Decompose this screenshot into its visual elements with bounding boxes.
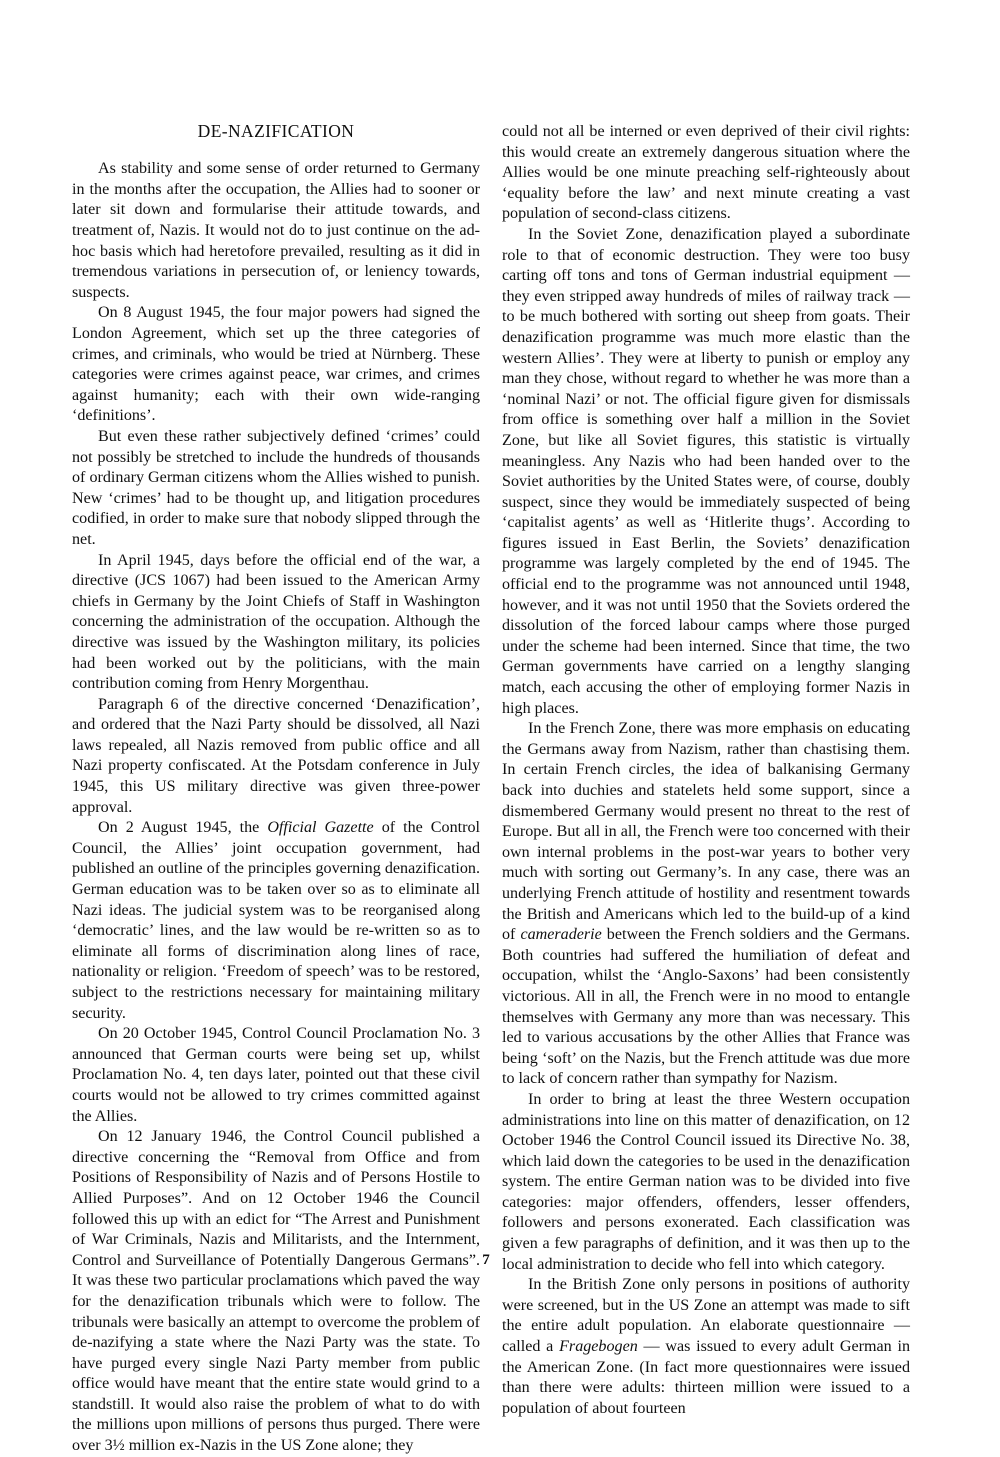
paragraph-text-segment: In the British Zone only persons in positions of authority were screened, but in the US Zone an attempt was made to sift the entire adult population. An elaborate questionnaire — called a xyxy=(502,1276,910,1356)
paragraph: On 12 January 1946, the Control Council published a directive concerning the “Removal from Office and from Positions of Responsibility of Nazis and of Persons Hostile to Allied Purposes”. And on 12 October 1946 the Council followed this up with an edict for “The Arrest and Punishment of War Criminals, Nazis and Militarists, and the Internment, Control and Surveillance of Potentially Dangerous Germans”. It was these two particular proclamations which paved the way for the denazification tribunals which were to follow. The tribunals were basically an attempt to overcome the problem of de-nazifying a state where the Nazi Party was the state. To have purged every single Nazi Party member from public office would have meant that the entire state would grind to a standstill. It would also raise the problem of what to do with the millions upon millions of persons thus purged. There were over 3½ million ex-Nazis in the US Zone alone; they xyxy=(72,1128,480,1455)
paragraph-text-segment: of the Control Council, the Allies’ joint occupation government, had published an outline of the principles governing denazification. German education was to be taken over so as to eliminate all Nazi ideas. The judicial system was to be reorganised along ‘democratic’ lines, and the law would be re-written so as to eliminate all forms of discrimination along lines of race, nationality or religion. ‘Freedom of speech’ was to be restored, subject to the restrictions necessary for maintaining military security. xyxy=(72,819,480,1022)
page-number-folio xyxy=(0,1252,1000,1269)
paragraph: On 8 August 1945, the four major powers had signed the London Agreement, which set up the three categories of crimes, and criminals, who would be tried at Nürnberg. These categories were crimes against peace, war crimes, and crimes against humanity; each with their own wide-ranging ‘definitions’. xyxy=(72,304,480,425)
paragraph-french-zone xyxy=(502,719,910,1090)
italic-word-cameraderie: cameraderie xyxy=(520,926,602,944)
paragraph: Paragraph 6 of the directive concerned ‘Denazification’, and ordered that the Nazi Party should be dissolved, all Nazi laws repealed, all Nazis removed from public office and all Nazi property confiscated. At the Potsdam conference in July 1945, this US military directive was given three-power approval. xyxy=(72,695,480,816)
paragraph-text-segment: — was issued to every adult German in the American Zone. (In fact more questionnaires were issued than there were adults: thirteen million were issued to a population of about fourteen xyxy=(502,1338,910,1417)
paragraph-continued: could not all be interned or even deprived of their civil rights: this would create an extremely dangerous situation where the Allies would be one minute preaching self-righteously about ‘equality before the law’ and next minute creating a vast population of second-class citizens. xyxy=(502,123,910,223)
paragraph: As stability and some sense of order returned to Germany in the months after the occupation, the Allies had to sooner or later sit down and formularise their attitude towards, and treatment of, Nazis. It would not do to just continue on the ad-hoc basis which had heretofore prevailed, resulting as it did in tremendous variations in persecution of, or leniency towards, suspects. xyxy=(72,160,480,301)
italic-word-fragebogen: Fragebogen xyxy=(559,1338,638,1356)
page-title: DE-NAZIFICATION xyxy=(197,121,355,141)
paragraph-text-segment: In the French Zone, there was more emphasis on educating the Germans away from Nazism, rather than chastising them. In certain French circles, the idea of balkanising Germany back into duchies and statelets held some support, since a dismembered Germany would present no threat to the rest of Europe. But all in all, the French were too concerned with their own internal problems in the post-war years to bother very much with sorting out Germany’s. In any case, there was an underlying French attitude of hostility and resentment towards the British and Americans which led to the build-up of a kind of xyxy=(502,720,910,944)
paragraph: In April 1945, days before the official end of the war, a directive (JCS 1067) had been issued to the American Army chiefs in Germany by the Joint Chiefs of Staff in Washington concerning the administration of the occupation. Although the directive was issued by the Washington military, its policies had been worked out by the politicians, with the main contribution coming from Henry Morgenthau. xyxy=(72,551,480,693)
right-text-column xyxy=(502,122,910,1419)
paragraph: But even these rather subjectively defined ‘crimes’ could not possibly be stretched to include the hundreds of thousands of ordinary German citizens whom the Allies wished to punish. New ‘crimes’ had to be thought up, and litigation procedures codified, in order to make sure that nobody slipped through the net. xyxy=(72,427,480,548)
paragraph: On 20 October 1945, Control Council Proclamation No. 3 announced that German courts were being set up, whilst Proclamation No. 4, ten days later, pointed out that these civil courts would not be allowed to try crimes committed against the Allies. xyxy=(72,1025,480,1125)
paragraph-text-segment: On 2 August 1945, the xyxy=(98,819,268,837)
paragraph-text-segment: between the French soldiers and the Germans. Both countries had suffered the humiliation of defeat and occupation, whilst the ‘Anglo-Saxons’ had been consistently victorious. All in all, the French were in no mood to entangle themselves with Germany any more than was necessary. This led to various accusations by the other Allies that France was being ‘soft’ on the Nazis, but the French attitude was due more to lack of concern rather than sympathy for Nazism. xyxy=(502,926,910,1088)
page-number-value: 7 xyxy=(482,1252,490,1268)
paragraph: In the Soviet Zone, denazification played a subordinate role to that of economic destruction. They were too busy carting off tons and tons of German industrial equipment — they even stripped away hundreds of miles of railway track — to be much bothered with sorting out sheep from goats. Their denazification programme was much more elastic than the western Allies’. They were at liberty to punish or employ any man they chose, without regard to whether he was more than a ‘nominal Nazi’ or not. The official figure given for dismissals from office is something over half a million in the Soviet Zone, but like all Soviet figures, this statistic is virtually meaningless. Any Nazis who had been handed over to the Soviet authorities by the United States were, of course, doubly suspect, since they would be immediately suspected of being ‘capitalist agents’ as well as ‘Hitlerite thugs’. According to figures issued in East Berlin, the Soviets’ denazification programme was largely completed by the end of 1945. The official end to the programme was not announced until 1948, however, and it was not until 1950 that the Soviets ordered the dissolution of the forced labour camps where those purged under the scheme had been interned. Since that time, the two German governments have carried on a lengthy slanging match, each accusing the other of employing former Nazis in high places. xyxy=(502,225,910,717)
paragraph-directive-38: In order to bring at least the three Western occupation administrations into line on this matter of denazification, on 12 October 1946 the Control Council issued its Directive No. 38, which laid down the categories to be used in the denazification system. The entire German nation was to be divided into five categories: major offenders, offenders, lesser offenders, followers and persons exonerated. Each classification was given a few paragraphs of definition, and it was then up to the local administration to decide who fell into which category. xyxy=(502,1090,910,1273)
paragraph-official-gazette xyxy=(72,818,480,1024)
italic-title-official-gazette: Official Gazette xyxy=(267,819,374,837)
paragraph-british-zone xyxy=(502,1275,910,1419)
